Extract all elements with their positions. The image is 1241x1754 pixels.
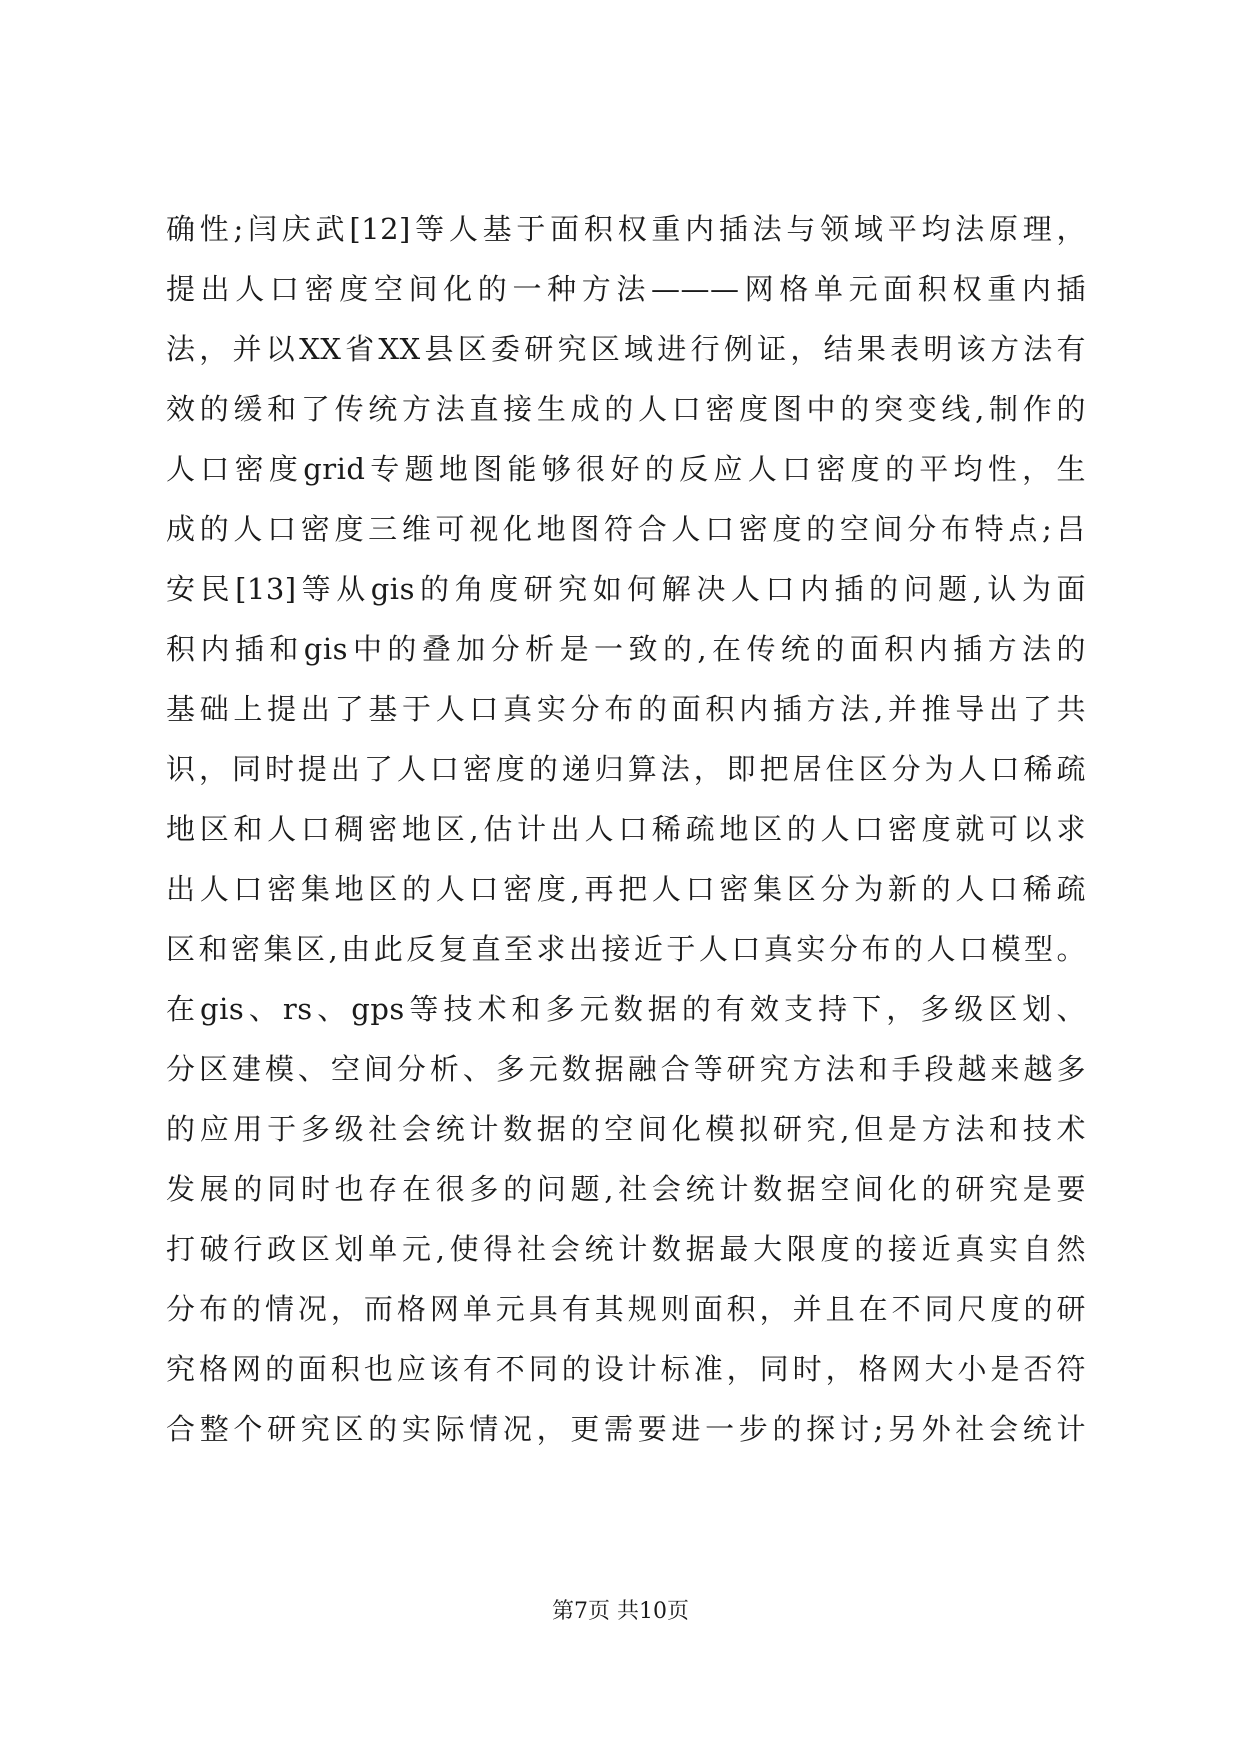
text-line: 合整个研究区的实际情况，更需要进一步的探讨;另外社会统计 <box>166 1412 1086 1446</box>
text-line: 分布的情况，而格网单元具有其规则面积，并且在不同尺度的研 <box>166 1292 1086 1326</box>
text-line: 效的缓和了传统方法直接生成的人口密度图中的突变线,制作的 <box>166 392 1086 426</box>
text-line: 识，同时提出了人口密度的递归算法，即把居住区分为人口稀疏 <box>166 752 1086 786</box>
text-line: 人口密度grid专题地图能够很好的反应人口密度的平均性，生 <box>166 452 1086 486</box>
text-line: 的应用于多级社会统计数据的空间化模拟研究,但是方法和技术 <box>166 1112 1086 1146</box>
text-line: 提出人口密度空间化的一种方法———网格单元面积权重内插 <box>166 272 1086 306</box>
text-line: 安民[13]等从gis的角度研究如何解决人口内插的问题,认为面 <box>166 572 1086 606</box>
text-line: 确性;闫庆武[12]等人基于面积权重内插法与领域平均法原理， <box>166 212 1086 246</box>
text-line: 法，并以XX省XX县区委研究区域进行例证，结果表明该方法有 <box>166 332 1086 366</box>
text-line: 地区和人口稠密地区,估计出人口稀疏地区的人口密度就可以求 <box>166 812 1086 846</box>
text-line: 分区建模、空间分析、多元数据融合等研究方法和手段越来越多 <box>166 1052 1086 1086</box>
text-line: 积内插和gis中的叠加分析是一致的,在传统的面积内插方法的 <box>166 632 1086 666</box>
text-line: 区和密集区,由此反复直至求出接近于人口真实分布的人口模型。 <box>166 932 1086 966</box>
text-line: 基础上提出了基于人口真实分布的面积内插方法,并推导出了共 <box>166 692 1086 726</box>
text-line: 出人口密集地区的人口密度,再把人口密集区分为新的人口稀疏 <box>166 872 1086 906</box>
body-text <box>166 199 1086 1459</box>
text-line: 在gis、rs、gps等技术和多元数据的有效支持下，多级区划、 <box>166 992 1086 1026</box>
text-line: 究格网的面积也应该有不同的设计标准，同时，格网大小是否符 <box>166 1352 1086 1386</box>
text-line: 打破行政区划单元,使得社会统计数据最大限度的接近真实自然 <box>166 1232 1086 1266</box>
text-line: 发展的同时也存在很多的问题,社会统计数据空间化的研究是要 <box>166 1172 1086 1206</box>
text-line: 成的人口密度三维可视化地图符合人口密度的空间分布特点;吕 <box>166 512 1086 546</box>
page-number-footer: 第7页 共10页 <box>552 1599 689 1624</box>
